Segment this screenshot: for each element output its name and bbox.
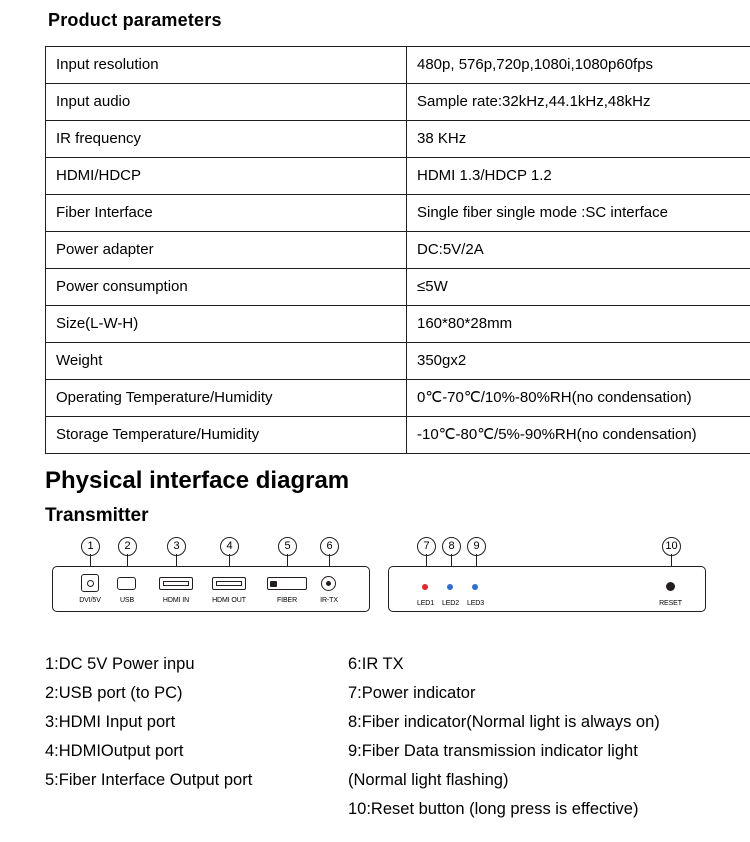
legend-item: 6:IR TX: [348, 655, 404, 673]
legend-left-column: [45, 650, 345, 795]
param-name: Operating Temperature/Humidity: [46, 380, 407, 417]
dc-power-port-label: DVI/5V: [79, 597, 101, 604]
diagram-subtitle: Transmitter: [45, 505, 149, 526]
param-value: ≤5W: [407, 269, 750, 306]
usb-port-icon: [117, 577, 136, 590]
table-row: [46, 269, 750, 306]
leader-line-3: [176, 554, 177, 566]
param-name: Size(L-W-H): [46, 306, 407, 343]
table-row: [46, 47, 750, 84]
table-body: [46, 47, 750, 454]
param-value: DC:5V/2A: [407, 232, 750, 269]
legend-item: 8:Fiber indicator(Normal light is always on): [348, 713, 660, 731]
ir-tx-port-label: IR-TX: [320, 597, 338, 604]
param-value: 160*80*28mm: [407, 306, 750, 343]
legend-item: 9:Fiber Data transmission indicator light: [348, 742, 638, 760]
param-value: Single fiber single mode :SC interface: [407, 195, 750, 232]
param-value: -10℃-80℃/5%-90%RH(no condensation): [407, 417, 750, 454]
param-value: 38 KHz: [407, 121, 750, 158]
table-row: [46, 84, 750, 121]
callout-6: 6: [320, 537, 339, 556]
table-row: [46, 380, 750, 417]
leader-line-10: [671, 554, 672, 566]
leader-line-5: [287, 554, 288, 566]
table-row: [46, 232, 750, 269]
diagram-title: Physical interface diagram: [45, 467, 350, 494]
ir-tx-port-icon: [321, 576, 336, 591]
product-parameters-table: [45, 46, 750, 454]
callout-1: 1: [81, 537, 100, 556]
fiber-port-icon: [267, 577, 307, 590]
param-name: Input resolution: [46, 47, 407, 84]
legend-item: (Normal light flashing): [348, 771, 509, 789]
legend-item: 10:Reset button (long press is effective): [348, 800, 639, 818]
led2-indicator-icon: [447, 584, 453, 590]
table-row: [46, 417, 750, 454]
callout-10: 10: [662, 537, 681, 556]
param-value: HDMI 1.3/HDCP 1.2: [407, 158, 750, 195]
param-value: 0℃-70℃/10%-80%RH(no condensation): [407, 380, 750, 417]
transmitter-panel: [52, 566, 370, 612]
legend-right-column: [348, 650, 748, 824]
callout-9: 9: [467, 537, 486, 556]
callout-8: 8: [442, 537, 461, 556]
callout-2: 2: [118, 537, 137, 556]
legend-item: 4:HDMIOutput port: [45, 742, 184, 760]
param-name: Storage Temperature/Humidity: [46, 417, 407, 454]
led3-label: LED3: [466, 600, 485, 607]
fiber-port-label: FIBER: [276, 597, 298, 604]
hdmi-out-port-icon: [212, 577, 246, 590]
table-row: [46, 306, 750, 343]
legend-item: 5:Fiber Interface Output port: [45, 771, 253, 789]
leader-line-2: [127, 554, 128, 566]
hdmi-in-port-label: HDMI IN: [162, 597, 190, 604]
leader-line-7: [426, 554, 427, 566]
table-row: [46, 195, 750, 232]
led1-label: LED1: [416, 600, 435, 607]
param-name: IR frequency: [46, 121, 407, 158]
param-value: 480p, 576p,720p,1080i,1080p60fps: [407, 47, 750, 84]
callout-4: 4: [220, 537, 239, 556]
led2-label: LED2: [441, 600, 460, 607]
reset-button-icon: [666, 582, 675, 591]
led3-indicator-icon: [472, 584, 478, 590]
param-name: Power adapter: [46, 232, 407, 269]
led1-indicator-icon: [422, 584, 428, 590]
leader-line-8: [451, 554, 452, 566]
hdmi-in-port-icon: [159, 577, 193, 590]
param-name: HDMI/HDCP: [46, 158, 407, 195]
param-name: Weight: [46, 343, 407, 380]
param-name: Input audio: [46, 84, 407, 121]
legend-item: 1:DC 5V Power inpu: [45, 655, 195, 673]
legend-item: 3:HDMI Input port: [45, 713, 176, 731]
param-value: 350gx2: [407, 343, 750, 380]
callout-7: 7: [417, 537, 436, 556]
table-row: [46, 158, 750, 195]
reset-label: RESET: [659, 600, 682, 607]
param-name: Fiber Interface: [46, 195, 407, 232]
hdmi-out-port-label: HDMI OUT: [212, 597, 246, 604]
leader-line-4: [229, 554, 230, 566]
callout-3: 3: [167, 537, 186, 556]
dc-power-port-icon: [81, 574, 99, 592]
callout-5: 5: [278, 537, 297, 556]
leader-line-1: [90, 554, 91, 566]
legend-item: 2:USB port (to PC): [45, 684, 183, 702]
param-value: Sample rate:32kHz,44.1kHz,48kHz: [407, 84, 750, 121]
param-name: Power consumption: [46, 269, 407, 306]
table-row: [46, 343, 750, 380]
legend-item: 7:Power indicator: [348, 684, 476, 702]
leader-line-9: [476, 554, 477, 566]
leader-line-6: [329, 554, 330, 566]
usb-port-label: USB: [119, 597, 135, 604]
page-title: Product parameters: [48, 10, 222, 30]
table-row: [46, 121, 750, 158]
